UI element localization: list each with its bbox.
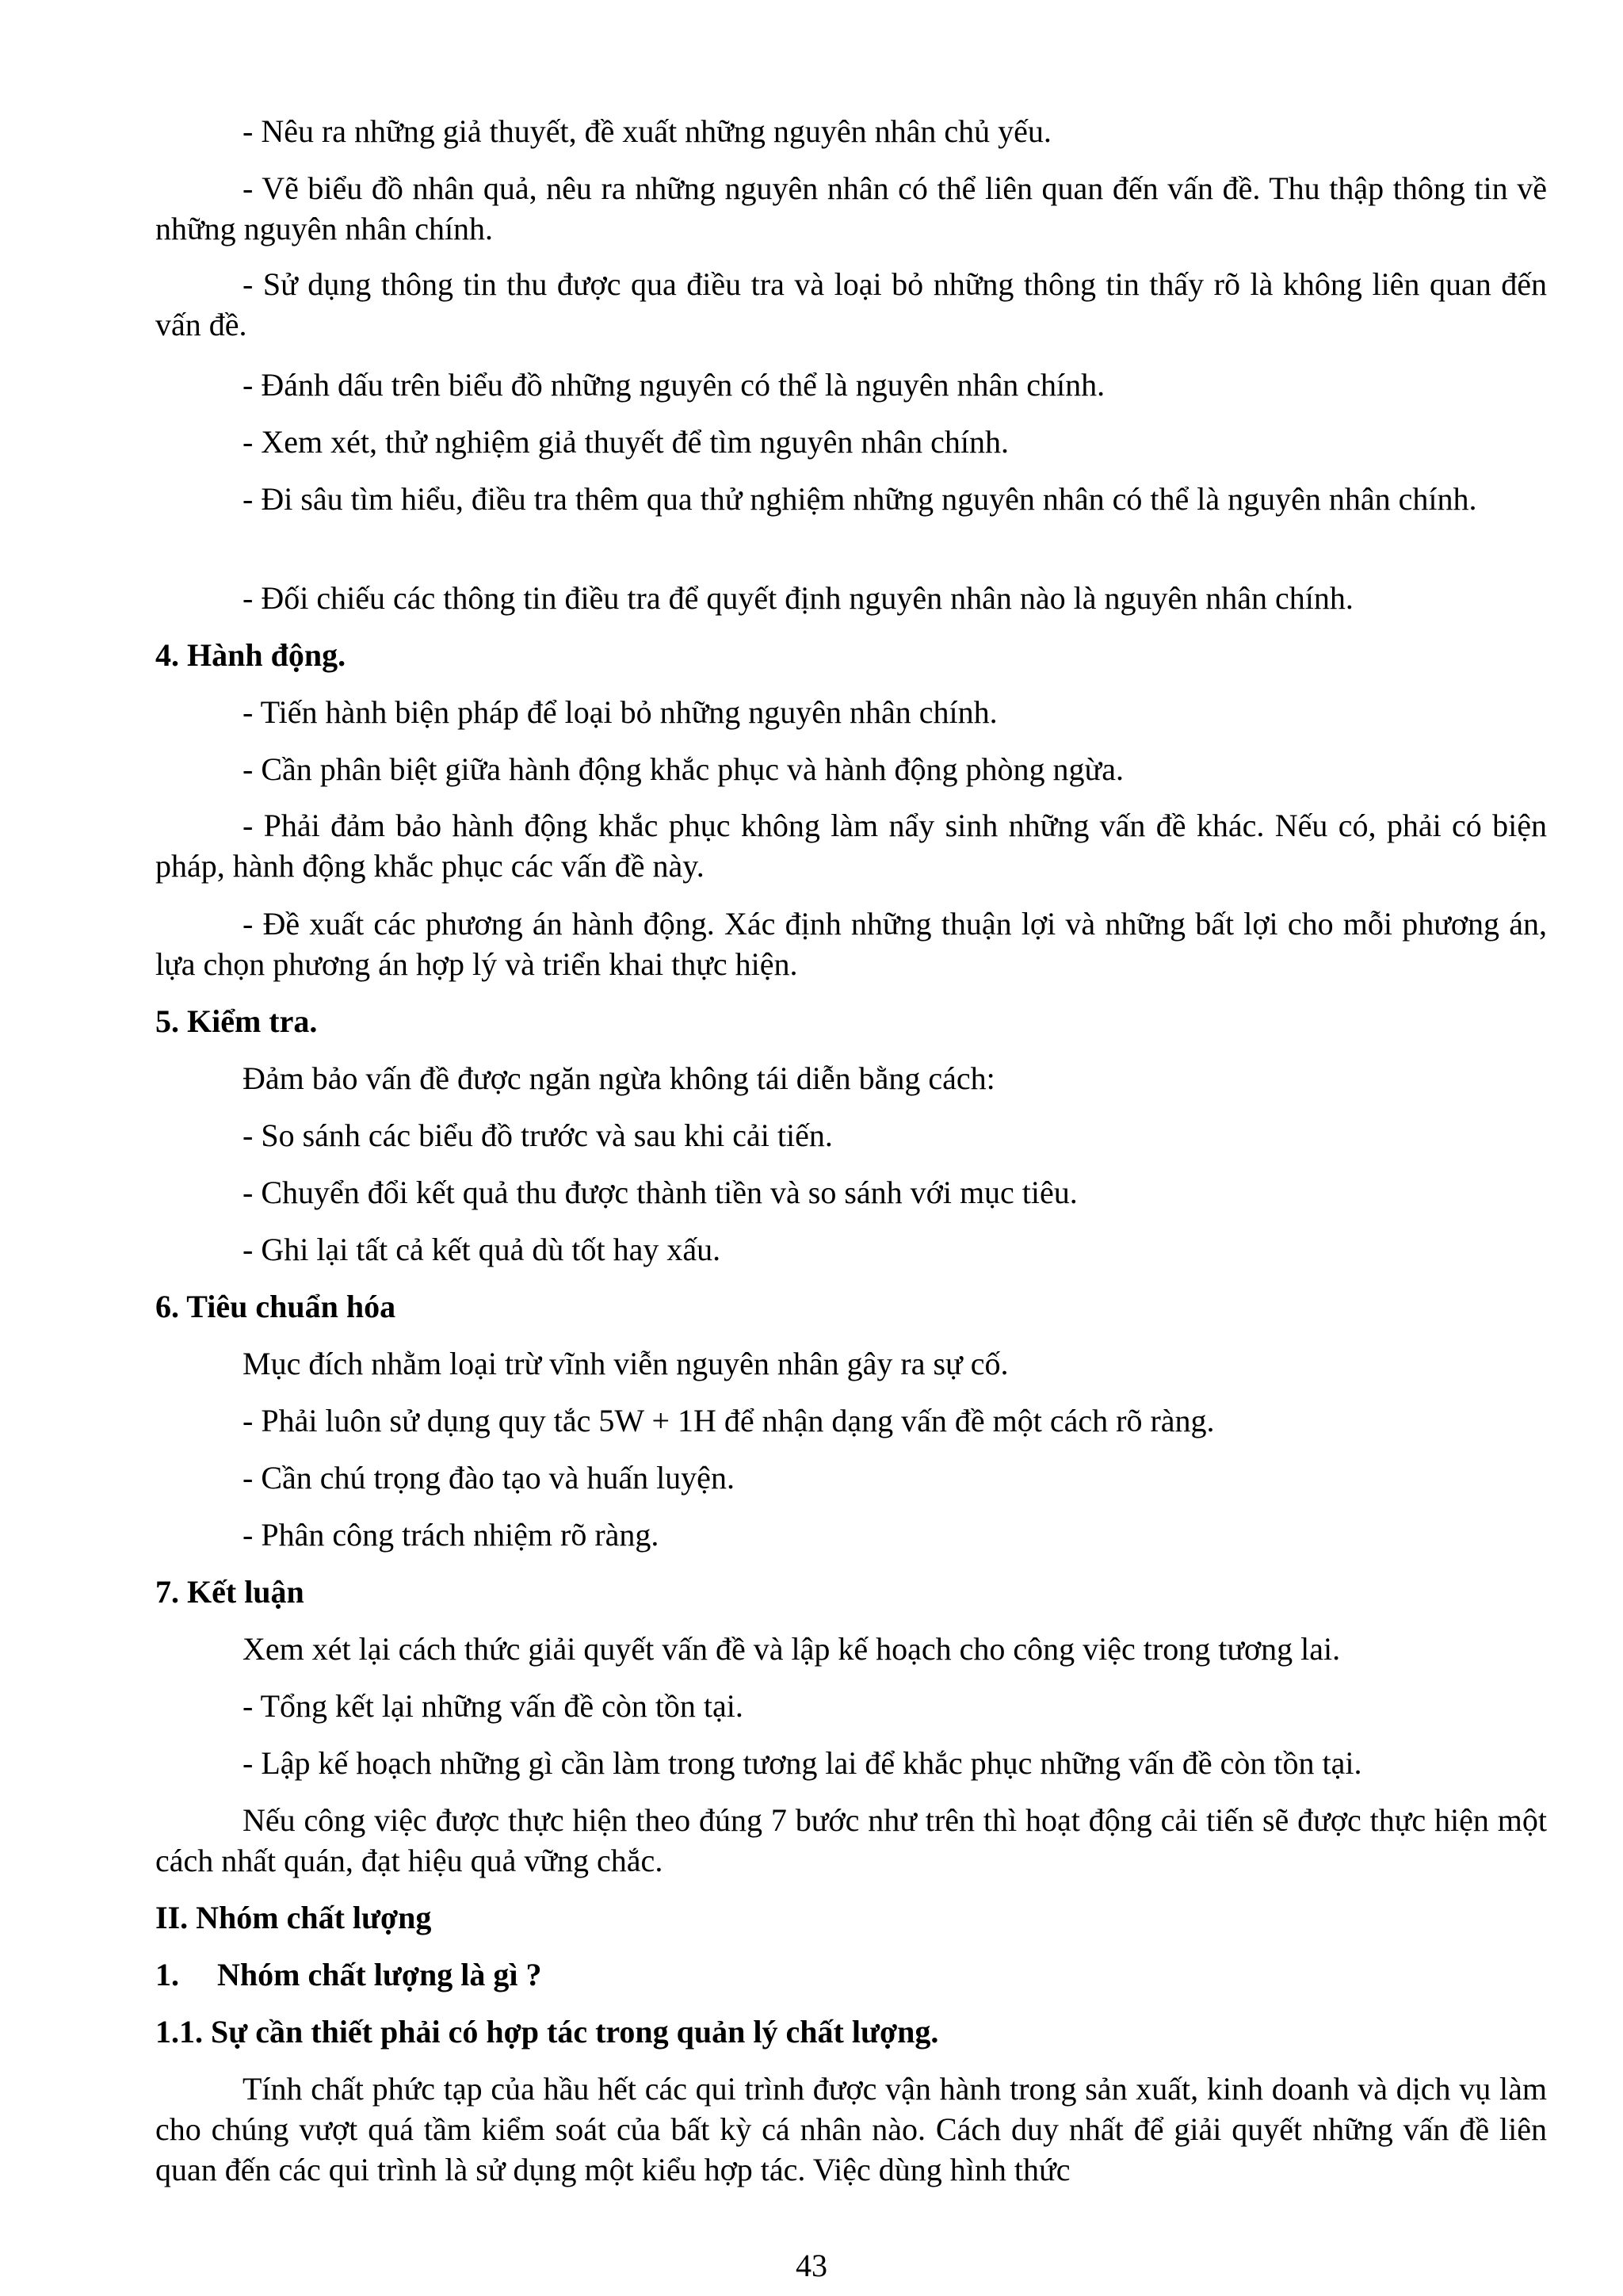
bullet-distinguish-actions: - Cần phân biệt giữa hành động khắc phục và hành động phòng ngừa.: [242, 751, 1124, 787]
bullet-hypothesis: - Nêu ra những giả thuyết, đề xuất những nguyên nhân chủ yếu.: [242, 113, 1052, 149]
bullet-5w1h-rule: - Phải luôn sử dụng quy tắc 5W + 1H để nhận dạng vấn đề một cách rõ ràng.: [242, 1403, 1215, 1438]
bullet-propose-options: - Đề xuất các phương án hành động. Xác định những thuận lợi và những bất lợi cho mỗi phương án, lựa chọn phương án hợp lý và triển khai thực hiện.: [155, 906, 1547, 982]
bullet-plan-future: - Lập kế hoạch những gì cần làm trong tương lai để khắc phục những vấn đề còn tồn tại.: [242, 1745, 1362, 1781]
subheading-what-is-quality-group: [155, 1954, 542, 1995]
subheading-need-cooperation: [155, 2011, 938, 2052]
bullet-record-results: - Ghi lại tất cả kết quả dù tốt hay xấu.: [242, 1232, 721, 1267]
check-intro: Đảm bảo vấn đề được ngăn ngừa không tái diễn bằng cách:: [242, 1060, 995, 1096]
section-heading-standardize: [155, 1286, 395, 1327]
heading-text: II. Nhóm chất lượng: [155, 1900, 432, 1935]
bullet-test-hypothesis: - Xem xét, thử nghiệm giả thuyết để tìm nguyên nhân chính.: [242, 424, 1010, 460]
bullet-mark-diagram: - Đánh dấu trên biểu đồ những nguyên có thể là nguyên nhân chính.: [242, 367, 1106, 403]
heading-text: Nhóm chất lượng là gì ?: [217, 1957, 542, 1992]
bullet-use-info: - Sử dụng thông tin thu được qua điều tra và loại bỏ những thông tin thấy rõ là không liên quan đến vấn đề.: [155, 266, 1547, 342]
heading-number: 1.: [155, 1957, 179, 1992]
bullet-training: - Cần chú trọng đào tạo và huấn luyện.: [242, 1460, 735, 1496]
section-heading-action: [155, 635, 346, 675]
heading-text: 6. Tiêu chuẩn hóa: [155, 1289, 396, 1324]
standardize-intro: Mục đích nhằm loại trừ vĩnh viễn nguyên nhân gây ra sự cố.: [242, 1346, 1009, 1381]
paragraph-complexity: Tính chất phức tạp của hầu hết các qui trình được vận hành trong sản xuất, kinh doanh và dịch vụ làm cho chúng vượt quá tầm kiểm soát của bất kỳ cá nhân nào. Cách duy nhất để giải quyết những vấn đề liên quan đến các qui trình là sử dụng một kiểu hợp tác. Việc dùng hình thức: [155, 2071, 1547, 2187]
heading-text: 5. Kiểm tra.: [155, 1003, 318, 1039]
bullet-compare-charts: - So sánh các biểu đồ trước và sau khi cải tiến.: [242, 1117, 833, 1153]
heading-text: 4. Hành động.: [155, 637, 346, 673]
bullet-summarize-issues: - Tổng kết lại những vấn đề còn tồn tại.: [242, 1688, 743, 1724]
bullet-remove-causes: - Tiến hành biện pháp để loại bỏ những nguyên nhân chính.: [242, 694, 998, 730]
bullet-no-new-problems: - Phải đảm bảo hành động khắc phục không làm nẩy sinh những vấn đề khác. Nếu có, phải có biện pháp, hành động khắc phục các vấn đề này.: [155, 808, 1547, 884]
page-number: 43: [796, 2248, 827, 2283]
section-heading-conclusion: [155, 1572, 304, 1612]
bullet-compare-info: - Đối chiếu các thông tin điều tra để quyết định nguyên nhân nào là nguyên nhân chính.: [242, 580, 1354, 616]
section-heading-check: [155, 1001, 317, 1041]
conclusion-intro: Xem xét lại cách thức giải quyết vấn đề và lập kế hoạch cho công việc trong tương lai.: [242, 1631, 1341, 1667]
bullet-assign-responsibility: - Phân công trách nhiệm rõ ràng.: [242, 1517, 659, 1553]
heading-text: 7. Kết luận: [155, 1574, 304, 1610]
heading-text: 1.1. Sự cần thiết phải có hợp tác trong quản lý chất lượng.: [155, 2014, 939, 2050]
bullet-convert-results: - Chuyển đổi kết quả thu được thành tiền và so sánh với mục tiêu.: [242, 1175, 1078, 1210]
paragraph-seven-steps: Nếu công việc được thực hiện theo đúng 7 bước như trên thì hoạt động cải tiến sẽ được thực hiện một cách nhất quán, đạt hiệu quả vững chắc.: [155, 1802, 1547, 1878]
bullet-investigate: - Đi sâu tìm hiểu, điều tra thêm qua thử nghiệm những nguyên nhân có thể là nguyên nhân chính.: [242, 481, 1477, 517]
section-heading-quality-group: [155, 1897, 431, 1938]
bullet-cause-effect-diagram: - Vẽ biểu đồ nhân quả, nêu ra những nguyên nhân có thể liên quan đến vấn đề. Thu thập thông tin về những nguyên nhân chính.: [155, 170, 1547, 246]
